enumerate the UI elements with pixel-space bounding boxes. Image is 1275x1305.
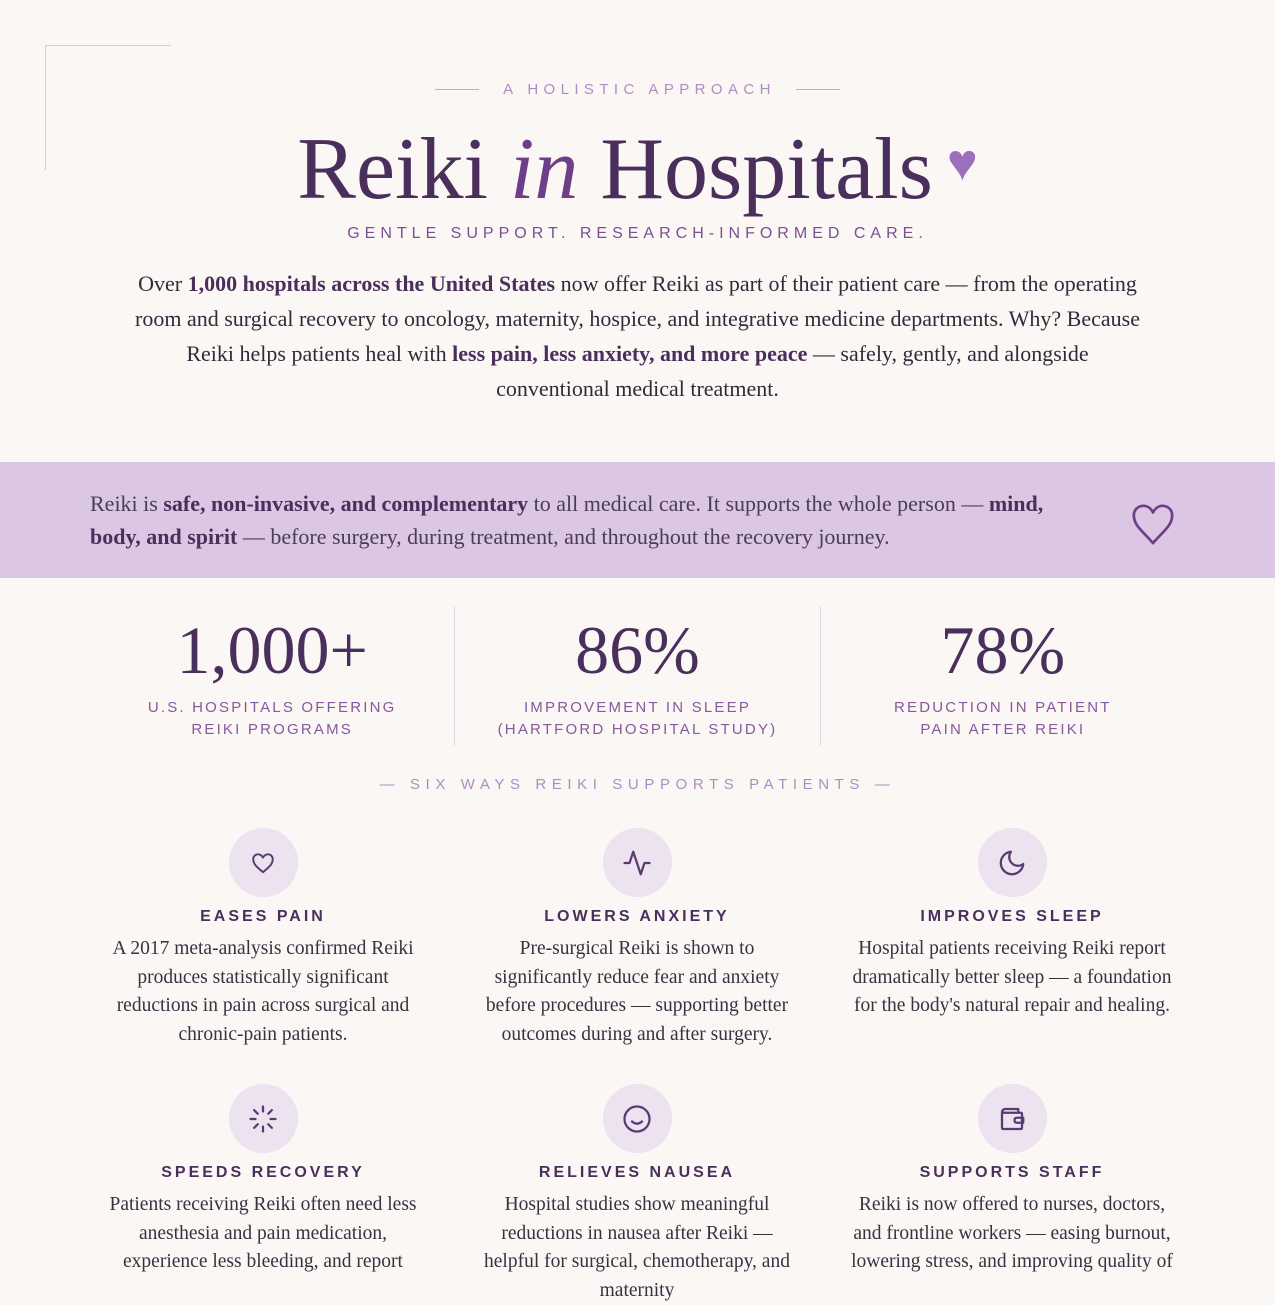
callout-bold-1: safe, non-invasive, and complementary [163, 491, 529, 516]
stat-value: 78% [940, 612, 1066, 688]
feature-title: SUPPORTS STAFF [919, 1164, 1105, 1181]
stat-label [455, 697, 819, 741]
loader-icon [248, 1104, 278, 1134]
icon-circle [229, 1084, 298, 1153]
intro-paragraph [130, 266, 1145, 406]
feature-title: RELIEVES NAUSEA [538, 1164, 736, 1181]
icon-circle [978, 1084, 1047, 1153]
stat-label-line-2: PAIN AFTER REIKI [920, 721, 1086, 738]
stat-value: 86% [575, 612, 700, 688]
intro-text-3: — safely, gently, and alongside conventional medical treatment. [496, 341, 1089, 401]
feature-description: Hospital studies show meaningful reductions in nausea after Reiki — helpful for surgical, chemotherapy, and maternity [484, 1194, 790, 1301]
feature-title: IMPROVES SLEEP [920, 908, 1104, 925]
pulse-icon [622, 848, 652, 878]
intro-text-2: now offer Reiki as part of their patient care — from the operating room and surgical recovery to oncology, maternity, hospice, and integrative medicine departments. Why? Because Reiki helps patients heal with [135, 271, 1140, 366]
stat-label [821, 697, 1185, 741]
stat-label [90, 697, 454, 741]
callout-text-1: Reiki is [90, 491, 164, 516]
feature-lowers-anxiety [472, 828, 802, 1049]
feature-title: SPEEDS RECOVERY [161, 1164, 365, 1181]
callout-band [0, 462, 1275, 578]
feature-description: Hospital patients receiving Reiki report dramatically better sleep — a foundation for the body's natural repair and healing. [852, 938, 1172, 1016]
feature-title: EASES PAIN [200, 908, 326, 925]
stat-value: 1,000+ [176, 612, 368, 688]
smile-icon [622, 1104, 652, 1134]
feature-description: Pre-surgical Reiki is shown to significantly reduce fear and anxiety before procedures — supporting better outcomes during and after surgery. [485, 938, 789, 1045]
page-title [0, 112, 1275, 222]
callout-text [90, 487, 1070, 553]
callout-bold-2: mind, body, and spirit [90, 491, 1044, 549]
icon-circle [603, 828, 672, 897]
wallet-icon [997, 1104, 1027, 1134]
feature-speeds-recovery [98, 1084, 428, 1277]
eyebrow-line-right [796, 89, 840, 90]
heart-icon: ♥ [946, 135, 978, 192]
eyebrow-line-left [435, 89, 479, 90]
stat-label-line-1: REDUCTION IN PATIENT [894, 699, 1112, 716]
stat-label-line-2: REIKI PROGRAMS [191, 721, 353, 738]
moon-icon [997, 848, 1027, 878]
feature-improves-sleep [847, 828, 1177, 1021]
intro-bold-1: 1,000 hospitals across the United States [187, 271, 556, 296]
stat-pain [820, 606, 1185, 746]
stat-hospitals [90, 606, 454, 746]
title-emphasis: in [509, 121, 579, 218]
eyebrow [0, 81, 1275, 98]
feature-description: Reiki is now offered to nurses, doctors, and frontline workers — easing burnout, lowering stress, and improving quality of [851, 1194, 1173, 1272]
icon-circle [603, 1084, 672, 1153]
section-heading: — SIX WAYS REIKI SUPPORTS PATIENTS — [379, 776, 896, 793]
stat-label-line-1: U.S. HOSPITALS OFFERING [147, 699, 397, 716]
callout-text-2: to all medical care. It supports the whole person — [528, 491, 989, 516]
tagline: GENTLE SUPPORT. RESEARCH-INFORMED CARE. [347, 225, 928, 242]
intro-bold-2: less pain, less anxiety, and more peace [452, 341, 808, 366]
intro-text-1: Over [138, 271, 188, 296]
title-part-1: Reiki [297, 121, 510, 218]
stat-label-line-2: (HARTFORD HOSPITAL STUDY) [497, 721, 778, 738]
stat-label-line-1: IMPROVEMENT IN SLEEP [523, 699, 752, 716]
stats-row [90, 606, 1185, 746]
feature-description: A 2017 meta-analysis confirmed Reiki produces statistically significant reductions in pain across surgical and chronic-pain patients. [112, 938, 414, 1045]
eyebrow-text: A HOLISTIC APPROACH [503, 81, 776, 98]
feature-eases-pain [98, 828, 428, 1049]
icon-circle [229, 828, 298, 897]
heart-icon [250, 850, 276, 876]
stat-sleep [454, 606, 819, 746]
icon-circle [978, 828, 1047, 897]
feature-title: LOWERS ANXIETY [544, 908, 730, 925]
callout-text-3: — before surgery, during treatment, and throughout the recovery journey. [237, 524, 890, 549]
title-part-2: Hospitals [578, 121, 933, 218]
feature-supports-staff [847, 1084, 1177, 1277]
feature-description: Patients receiving Reiki often need less anesthesia and pain medication, experience less bleeding, and report [109, 1194, 417, 1272]
heart-outline-icon [1130, 498, 1176, 550]
feature-relieves-nausea [472, 1084, 802, 1305]
